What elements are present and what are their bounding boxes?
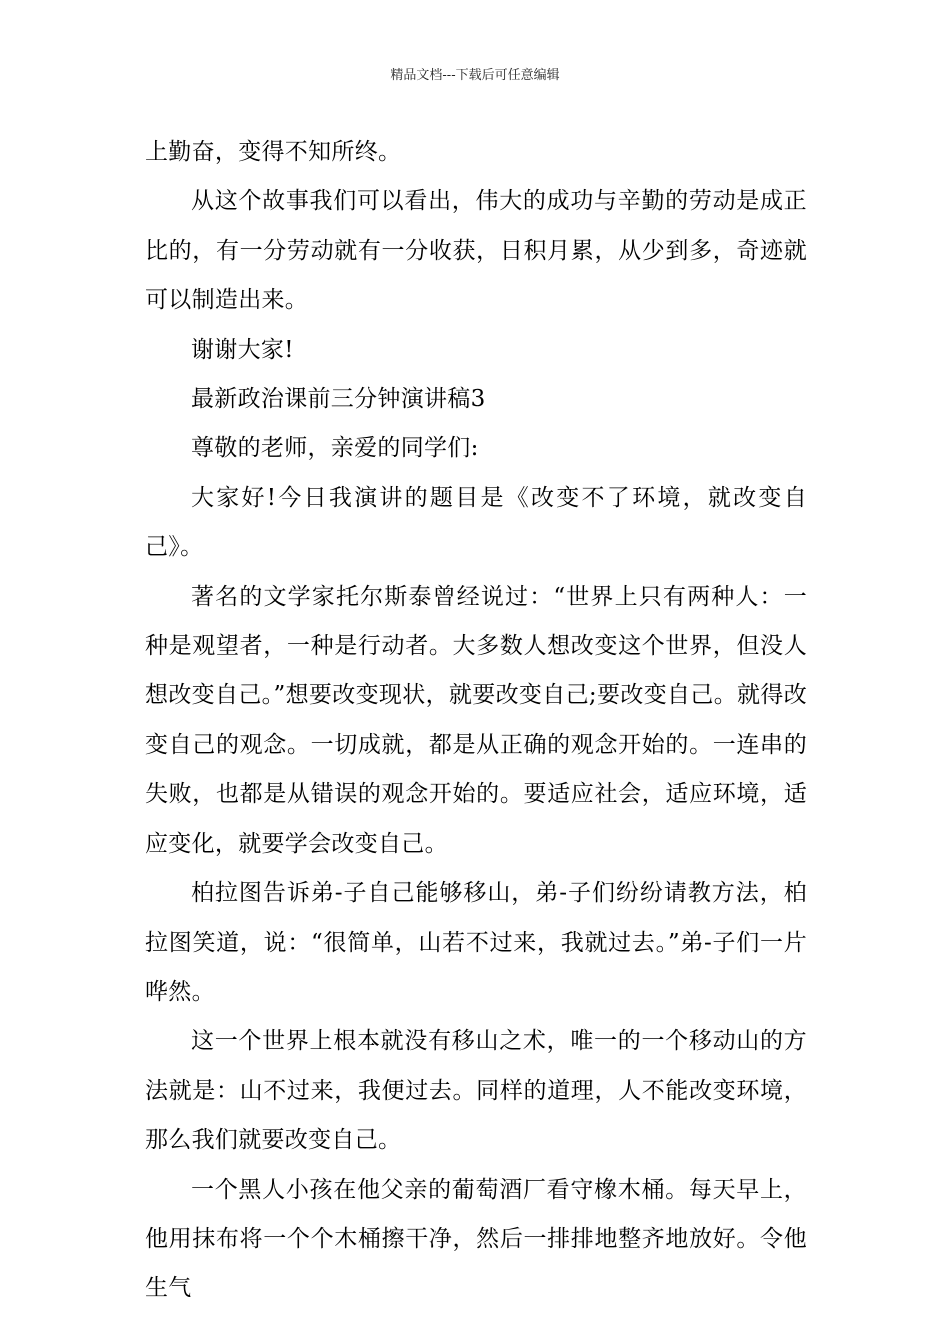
paragraph-6: 大家好!今日我演讲的题目是《改变不了环境，就改变自己》。 — [145, 484, 807, 561]
paragraph-10: 一个黑人小孩在他父亲的葡萄酒厂看守橡木桶。每天早上，他用抹布将一个个木桶擦干净，然后一排排地整齐地放好。令他生气 — [145, 1176, 807, 1302]
section-title: 最新政治课前三分钟演讲稿3 — [191, 386, 486, 413]
paragraph-9: 这一个世界上根本就没有移山之术，唯一的一个移动山的方法就是：山不过来，我便过去。同样的道理，人不能改变环境，那么我们就要改变自己。 — [145, 1028, 807, 1154]
document-body — [145, 128, 807, 1314]
paragraph-3: 谢谢大家! — [191, 336, 294, 363]
page-header: 精品文档---下载后可任意编辑 — [390, 68, 560, 83]
paragraph-8: 柏拉图告诉弟-子自己能够移山，弟-子们纷纷请教方法，柏拉图笑道，说：“很简单，山若不过来，我就过去。”弟-子们一片哗然。 — [145, 880, 807, 1005]
paragraph-2: 从这个故事我们可以看出，伟大的成功与辛勤的劳动是成正比的，有一分劳动就有一分收获，日积月累，从少到多，奇迹就可以制造出来。 — [145, 188, 807, 314]
paragraph-7: 著名的文学家托尔斯泰曾经说过：“世界上只有两种人：一种是观望者，一种是行动者。大多数人想改变这个世界，但没人想改变自己。”想要改变现状，就要改变自己;要改变自己。就得改变自己的观念。一切成就，都是从正确的观念开始的。一连串的失败，也都是从错误的观念开始的。要适应社会，适应环境，适应变化，就要学会改变自己。 — [145, 583, 807, 857]
salutation: 尊敬的老师，亲爱的同学们: — [191, 435, 479, 462]
paragraph-1: 上勤奋，变得不知所终。 — [145, 139, 402, 165]
